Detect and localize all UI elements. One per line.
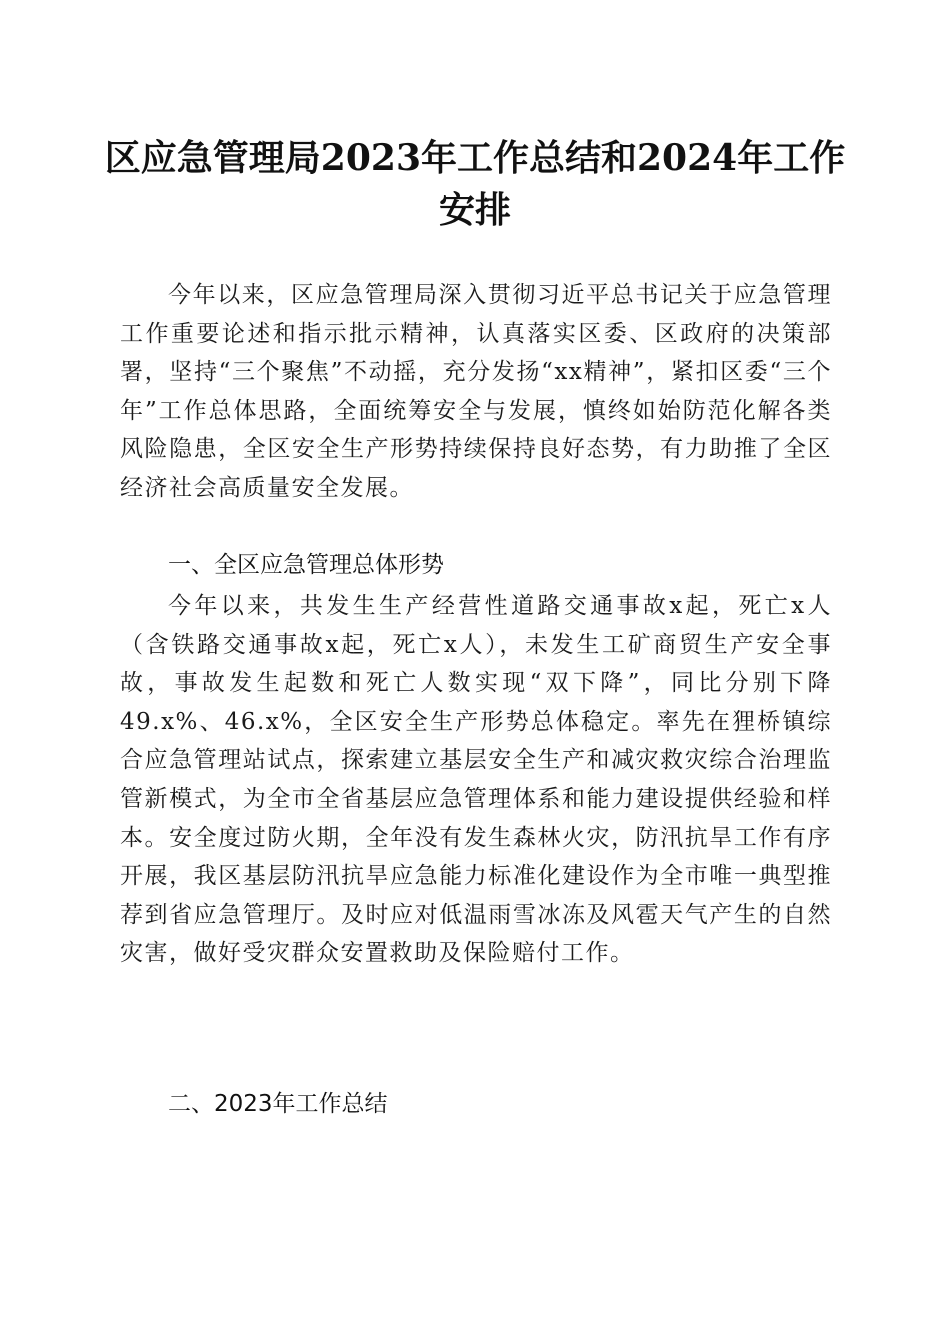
section-heading-2: 二、2023年工作总结 — [168, 1091, 388, 1117]
section-heading-1: 一、全区应急管理总体形势 — [168, 552, 444, 578]
document-title — [100, 132, 850, 236]
title-line-1: 区应急管理局2023年工作总结和2024年工作 — [104, 137, 846, 179]
intro-paragraph: 今年以来，区应急管理局深入贯彻习近平总书记关于应急管理工作重要论述和指示批示精神，认真落实区委、区政府的决策部署，坚持“三个聚焦”不动摇，充分发扬“xx精神”，紧扣区委“三个年”工作总体思路，全面统筹安全与发展，慎终如始防范化解各类风险隐患，全区安全生产形势持续保持良好态势，有力助推了全区经济社会高质量安全发展。 — [120, 282, 832, 501]
title-line-2: 安排 — [438, 189, 511, 231]
situation-paragraph: 今年以来，共发生生产经营性道路交通事故x起，死亡x人（含铁路交通事故x起，死亡x人），未发生工矿商贸生产安全事故，事故发生起数和死亡人数实现“双下降”，同比分别下降49.x%、46.x%，全区安全生产形势总体稳定。率先在狸桥镇综合应急管理站试点，探索建立基层安全生产和减灾救灾综合治理监管新模式，为全市全省基层应急管理体系和能力建设提供经验和样本。安全度过防火期，全年没有发生森林火灾，防汛抗旱工作有序开展，我区基层防汛抗旱应急能力标准化建设作为全市唯一典型推荐到省应急管理厅。及时应对低温雨雪冰冻及风雹天气产生的自然灾害，做好受灾群众安置救助及保险赔付工作。 — [120, 593, 832, 967]
